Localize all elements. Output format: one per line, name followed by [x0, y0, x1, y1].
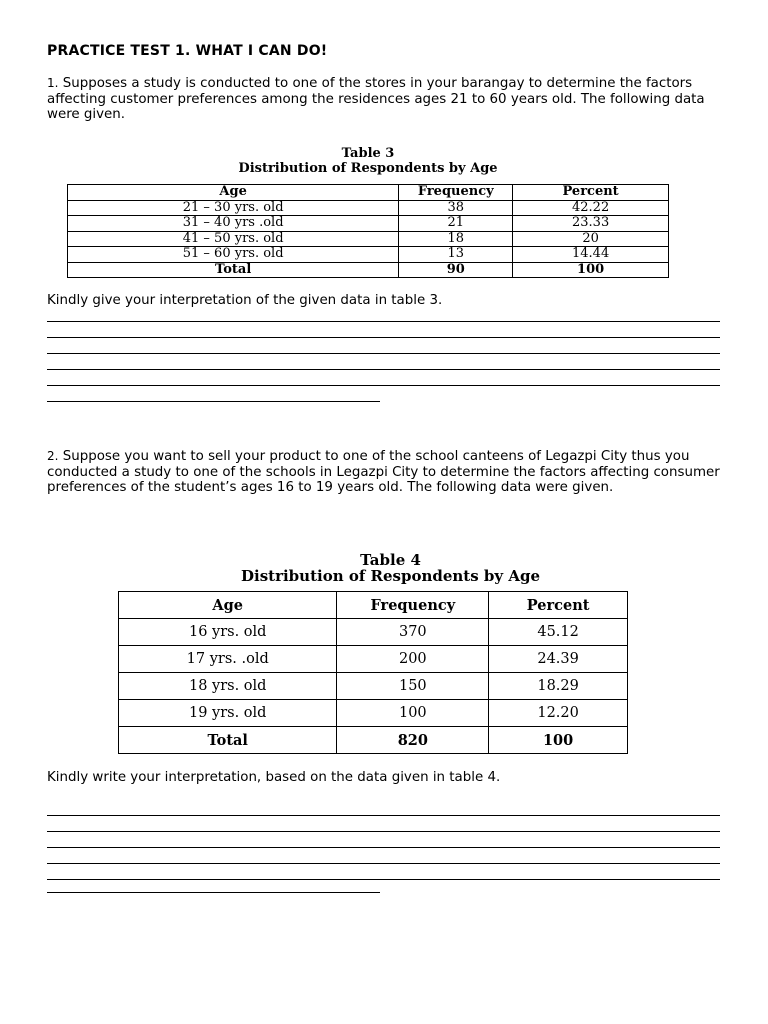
total-percent-cell: 100 [513, 262, 669, 278]
frequency-cell: 200 [337, 646, 489, 673]
frequency-cell: 370 [337, 619, 489, 646]
question-1-number: 1. [47, 76, 59, 90]
percent-cell: 20 [513, 231, 669, 247]
percent-cell: 23.33 [513, 216, 669, 232]
table-4-subtitle: Distribution of Respondents by Age [241, 567, 540, 585]
answer-line[interactable] [47, 879, 720, 880]
table-3 [67, 184, 669, 278]
table-row [119, 646, 628, 673]
frequency-cell: 150 [337, 673, 489, 700]
answer-line[interactable] [47, 892, 380, 893]
table-4-title: Table 4 [360, 551, 421, 569]
age-cell: 16 yrs. old [119, 619, 337, 646]
table-header-row [119, 592, 628, 619]
column-header-frequency: Frequency [399, 185, 513, 201]
column-header-percent: Percent [489, 592, 628, 619]
percent-cell: 14.44 [513, 247, 669, 263]
question-1-body: Supposes a study is conducted to one of the stores in your barangay to determine the factors affecting customer preferences among the residences ages 21 to 60 years old. The following data were given. [47, 76, 705, 122]
total-label-cell: Total [119, 727, 337, 754]
column-header-age: Age [68, 185, 399, 201]
answer-line[interactable] [47, 815, 720, 816]
question-1-text [47, 76, 727, 123]
table-3-title: Table 3 [341, 146, 395, 161]
question-1-prompt: Kindly give your interpretation of the given data in table 3. [47, 293, 443, 308]
answer-line[interactable] [47, 385, 720, 386]
table-row [68, 231, 669, 247]
table-header-row [68, 185, 669, 201]
column-header-percent: Percent [513, 185, 669, 201]
table-row [68, 200, 669, 216]
table-row [119, 673, 628, 700]
table-total-row [68, 262, 669, 278]
total-frequency-cell: 90 [399, 262, 513, 278]
total-frequency-cell: 820 [337, 727, 489, 754]
age-cell: 31 – 40 yrs .old [68, 216, 399, 232]
percent-cell: 45.12 [489, 619, 628, 646]
percent-cell: 24.39 [489, 646, 628, 673]
question-2-number: 2. [47, 449, 59, 463]
percent-cell: 12.20 [489, 700, 628, 727]
table-row [68, 247, 669, 263]
answer-line[interactable] [47, 321, 720, 322]
frequency-cell: 21 [399, 216, 513, 232]
question-2-text [47, 449, 727, 496]
answer-line[interactable] [47, 353, 720, 354]
page-title: PRACTICE TEST 1. WHAT I CAN DO! [47, 43, 328, 59]
frequency-cell: 18 [399, 231, 513, 247]
age-cell: 21 – 30 yrs. old [68, 200, 399, 216]
column-header-frequency: Frequency [337, 592, 489, 619]
frequency-cell: 13 [399, 247, 513, 263]
age-cell: 18 yrs. old [119, 673, 337, 700]
question-2-prompt: Kindly write your interpretation, based on the data given in table 4. [47, 770, 501, 785]
answer-line[interactable] [47, 863, 720, 864]
answer-line[interactable] [47, 337, 720, 338]
table-4 [118, 591, 628, 754]
frequency-cell: 100 [337, 700, 489, 727]
age-cell: 19 yrs. old [119, 700, 337, 727]
question-2-body: Suppose you want to sell your product to one of the school canteens of Legazpi City thus you conducted a study to one of the schools in Legazpi City to determine the factors affecting consumer preferences of the student’s ages 16 to 19 years old. The following data were given. [47, 449, 720, 495]
age-cell: 41 – 50 yrs. old [68, 231, 399, 247]
answer-line[interactable] [47, 369, 720, 370]
percent-cell: 42.22 [513, 200, 669, 216]
age-cell: 51 – 60 yrs. old [68, 247, 399, 263]
frequency-cell: 38 [399, 200, 513, 216]
column-header-age: Age [119, 592, 337, 619]
table-3-subtitle: Distribution of Respondents by Age [238, 161, 498, 176]
answer-line[interactable] [47, 847, 720, 848]
table-row [119, 700, 628, 727]
answer-line[interactable] [47, 401, 380, 402]
age-cell: 17 yrs. .old [119, 646, 337, 673]
total-percent-cell: 100 [489, 727, 628, 754]
table-row [119, 619, 628, 646]
table-row [68, 216, 669, 232]
answer-line[interactable] [47, 831, 720, 832]
percent-cell: 18.29 [489, 673, 628, 700]
total-label-cell: Total [68, 262, 399, 278]
table-total-row [119, 727, 628, 754]
